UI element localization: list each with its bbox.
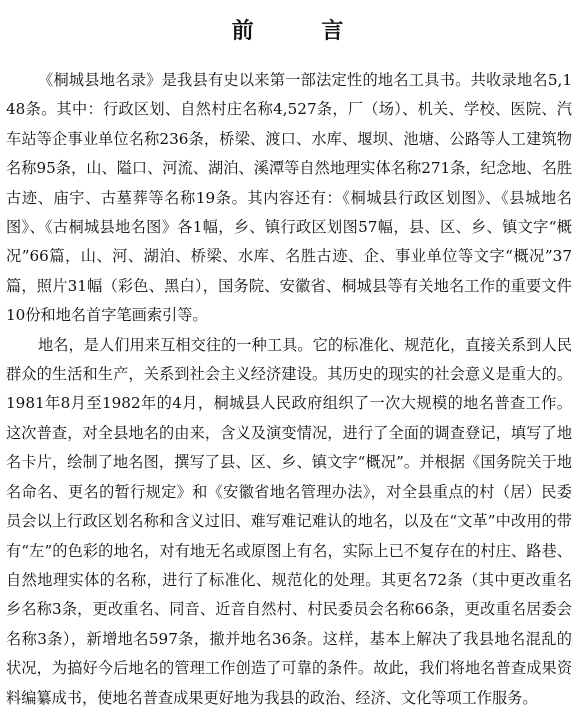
body-text [6,66,572,713]
paragraph-intro: 《桐城县地名录》是我县有史以来第一部法定性的地名工具书。共收录地名5,148条。其中：行政区划、自然村庄名称4,527条，厂（场）、机关、学校、医院、汽车站等企事业单位名称236条，桥梁、渡口、水库、堰坝、池塘、公路等人工建筑物名称95条，山、隘口、河流、湖泊、溪潭等自然地理实体名称271条，纪念地、名胜古迹、庙宇、古墓葬等名称19条。其内容还有：《桐城县行政区划图》、《县城地名图》、《古桐城县地名图》各1幅，乡、镇行政区划图57幅，县、区、乡、镇文字“概况”66篇，山、河、湖泊、桥梁、水库、名胜古迹、企、事业单位等文字“概况”37篇，照片31幅（彩色、黑白），国务院、安徽省、桐城县等有关地名工作的重要文件10份和地名首字笔画索引等。 [6,71,572,325]
page-title: 前 言 [231,19,374,44]
paragraph-significance: 地名，是人们用来互相交往的一种工具。它的标准化、规范化，直接关系到人民群众的生活和生产，关系到社会主义经济建设。其历史的现实的社会意义是重大的。1981年8月至1982年的4月，桐城县人民政府组织了一次大规模的地名普查工作。这次普查，对全县地名的由来，含义及演变情况，进行了全面的调查登记，填写了地名卡片，绘制了地名图，撰写了县、区、乡、镇文字“概况”。并根据《国务院关于地名命名、更名的暂行规定》和《安徽省地名管理办法》，对全县重点的村（居）民委员会以上行政区划名称和含义过旧、难写难记难认的地名，以及在“文革”中改用的带有“左”的色彩的地名，对有地无名或原图上有名，实际上已不复存在的村庄、路巷、自然地理实体的名称，进行了标准化、规范化的处理。其更名72条（其中更改重名乡名称3条，更改重名、同音、近音自然村、村民委员会名称66条，更改重名居委会名称3条），新增地名597条，撤并地名36条。这样，基本上解决了我县地名混乱的状况，为搞好今后地名的管理工作创造了可靠的条件。故此，我们将地名普查成果资料编纂成书，使地名普查成果更好地为我县的政治、经济、文化等项工作服务。 [6,335,572,707]
